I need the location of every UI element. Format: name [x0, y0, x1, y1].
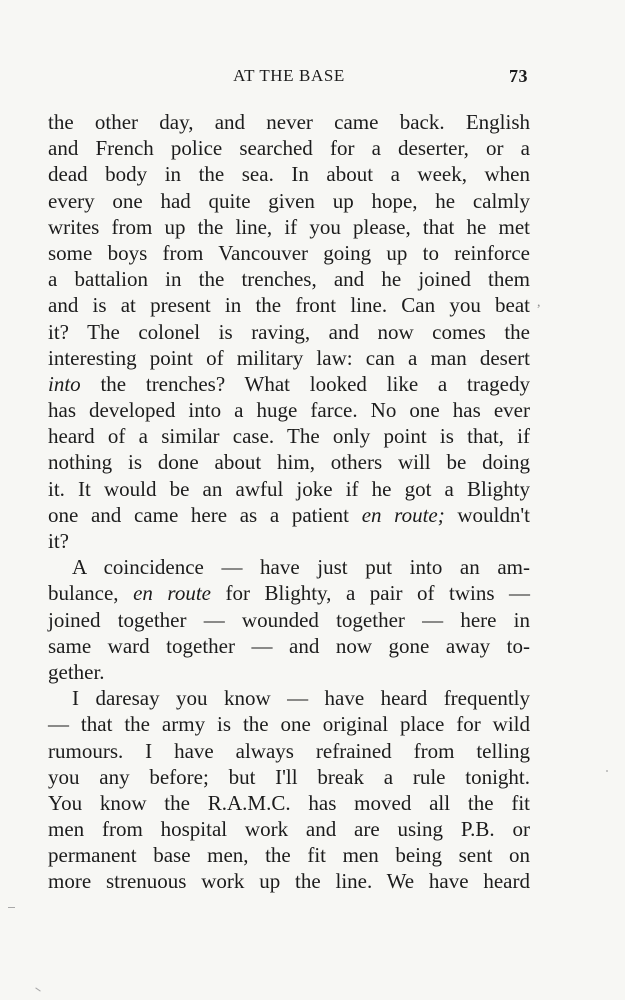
text-line: dead body in the sea. In about a week, when	[48, 162, 530, 187]
text-line: it? The colonel is raving, and now comes the	[48, 319, 530, 344]
text-line: the other day, and never came back. English	[48, 110, 530, 134]
text-line: more strenuous work up the line. We have heard	[48, 869, 530, 894]
text-line: you any before; but I'll break a rule tonight.	[48, 764, 530, 789]
text-line: it. It would be an awful joke if he got a Blighty	[48, 476, 530, 501]
text-line: interesting point of military law: can a man desert	[48, 345, 530, 370]
text-line: it?	[48, 529, 69, 553]
stray-speck	[35, 987, 40, 991]
text-fragment: for Blighty, a pair of twins —	[225, 581, 531, 606]
page-number: 73	[509, 66, 528, 86]
text-line: every one had quite given up hope, he calmly	[48, 188, 530, 213]
text-line: permanent base men, the fit men being sent on	[48, 843, 530, 868]
text-line: and is at present in the front line. Can you beat	[48, 293, 530, 318]
text-line: joined together — wounded together — here in	[48, 607, 530, 632]
text-line: writes from up the line, if you please, that he met	[48, 214, 530, 239]
text-line: has developed into a huge farce. No one has ever	[48, 398, 530, 423]
text-fragment: wouldn't	[457, 502, 531, 527]
text-line: gether.	[48, 659, 105, 684]
running-head	[48, 66, 530, 90]
running-title: AT THE BASE	[233, 66, 345, 85]
text-fragment: bulance,	[48, 581, 119, 606]
text-line: You know the R.A.M.C. has moved all the fit	[48, 790, 530, 815]
italic-phrase: en route;	[361, 502, 445, 527]
text-line: nothing is done about him, others will be doing	[48, 450, 530, 475]
text-line: and French police searched for a deserter, or a	[48, 136, 530, 161]
italic-word: into	[48, 371, 81, 396]
paragraph-start-line: A coincidence — have just put into an am-	[72, 555, 530, 580]
stray-speck	[8, 907, 15, 908]
text-line-with-italic	[48, 580, 530, 606]
text-line: same ward together — and now gone away to-	[48, 633, 530, 658]
text-line: — that the army is the one original place for wild	[48, 712, 530, 737]
stray-mark: ,	[537, 295, 541, 310]
text-line-with-italic	[48, 502, 530, 528]
text-line: some boys from Vancouver going up to reinforce	[48, 240, 530, 265]
text-fragment: one and came here as a patient	[48, 502, 350, 527]
text-line-with-italic	[48, 371, 530, 397]
body-text	[48, 109, 530, 895]
text-line: men from hospital work and are using P.B. or	[48, 817, 530, 842]
text-line: a battalion in the trenches, and he joined them	[48, 267, 530, 292]
text-line: heard of a similar case. The only point is that, if	[48, 424, 530, 449]
text-line: rumours. I have always refrained from telling	[48, 738, 530, 763]
paragraph-start-line: I daresay you know — have heard frequently	[72, 686, 530, 711]
italic-phrase: en route	[133, 581, 211, 606]
text-fragment: the trenches? What looked like a tragedy	[100, 371, 530, 396]
stray-speck	[606, 770, 608, 772]
